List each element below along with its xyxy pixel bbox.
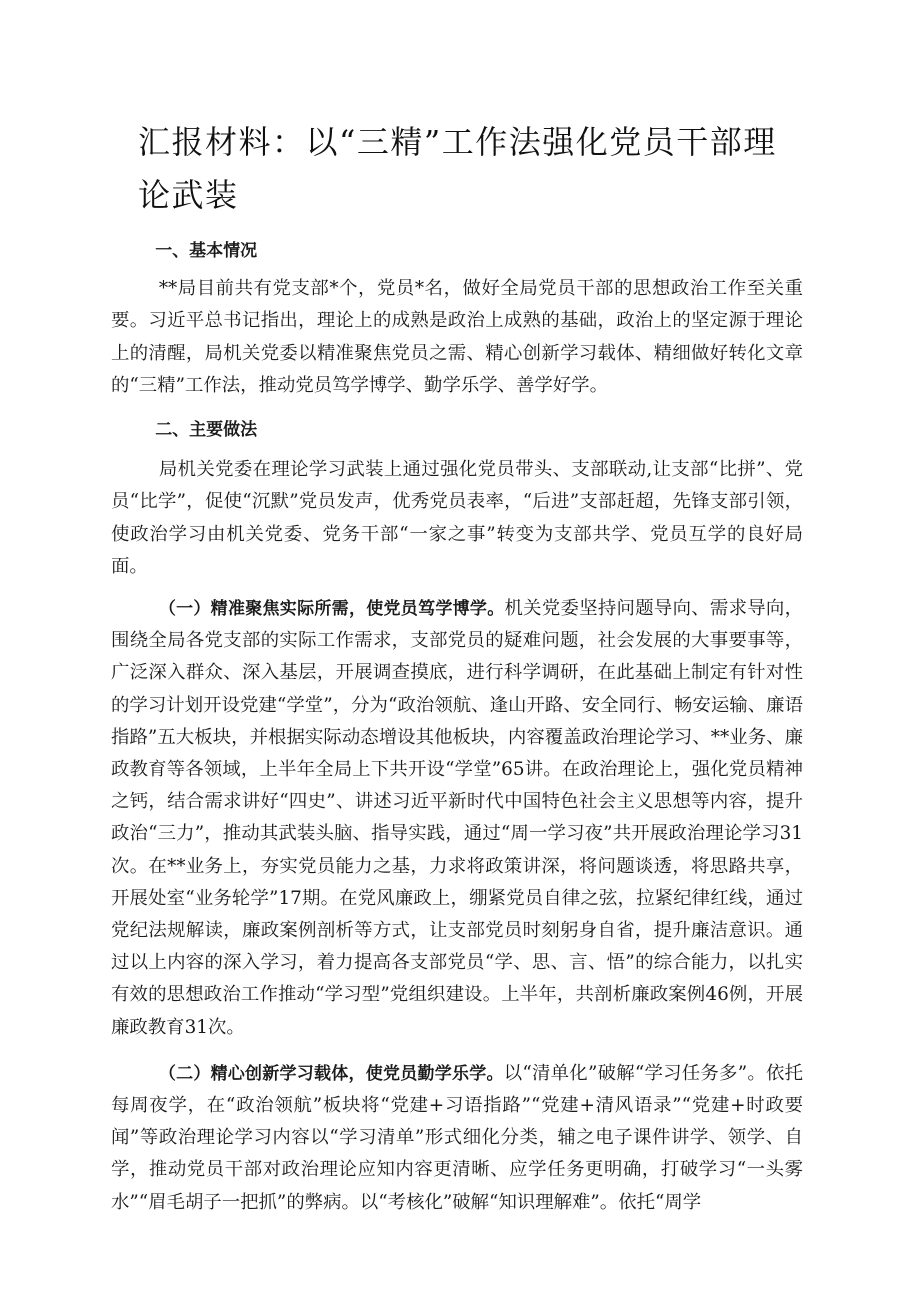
section-heading-main-practices: 二、主要做法: [155, 420, 258, 441]
paragraph-innovative-carriers: [111, 1058, 803, 1219]
paragraph-precise-focus: [111, 593, 803, 1044]
paragraph-lead-innovative-carriers: （二）精心创新学习载体，使党员勤学乐学。: [158, 1063, 504, 1084]
paragraph-body-precise-focus: 机关党委坚持问题导向、需求导向，围绕全局各党支部的实际工作需求，支部党员的疑难问题，社会发展的大事要事等，广泛深入群众、深入基层，开展调查摸底，进行科学调研，在此基础上制定有针对性的学习计划开设党建“学堂”，分为“政治领航、逢山开路、安全同行、畅安运输、廉语指路”五大板块，并根据实际动态增设其他板块，内容覆盖政治理论学习、**业务、廉政教育等各领域，上半年全局上下共开设“学堂”65讲。在政治理论上，强化党员精神之钙，结合需求讲好“四史”、讲述习近平新时代中国特色社会主义思想等内容，提升政治“三力”，推动其武装头脑、指导实践，通过“周一学习夜”共开展政治理论学习31次。在**业务上，夯实党员能力之基，力求将政策讲深，将问题谈透，将思路共享，开展处室“业务轮学”17期。在党风廉政上，绷紧党员自律之弦，拉紧纪律红线，通过党纪法规解读，廉政案例剖析等方式，让支部党员时刻躬身自省，提升廉洁意识。通过以上内容的深入学习，着力提高各支部党员“学、思、言、悟”的综合能力，以扎实有效的思想政治工作推动“学习型”党组织建设。上半年，共剖析廉政案例46例，开展廉政教育31次。: [111, 598, 803, 1038]
paragraph-main-practices-intro: 局机关党委在理论学习武装上通过强化党员带头、支部联动,让支部“比拼”、党员“比学”，促使“沉默”党员发声，优秀党员表率，“后进”支部赶超，先锋支部引领，使政治学习由机关党委、党务干部“一家之事”转变为支部共学、党员互学的良好局面。: [111, 459, 803, 577]
paragraph-lead-precise-focus: （一）精准聚焦实际所需，使党员笃学博学。: [158, 599, 505, 620]
document-title: 汇报材料：以“三精”工作法强化党员干部理论武装: [138, 123, 777, 214]
paragraph-basic-situation: **局目前共有党支部*个，党员*名，做好全局党员干部的思想政治工作至关重要。习近平总书记指出，理论上的成熟是政治上成熟的基础，政治上的坚定源于理论上的清醒，局机关党委以精准聚焦党员之需、精心创新学习载体、精细做好转化文章的“三精”工作法，推动党员笃学博学、勤学乐学、善学好学。: [111, 278, 803, 396]
paragraph-body-innovative-carriers: 以“清单化”破解“学习任务多”。依托每周夜学，在“政治领航”板块将“党建+习语指路”“党建+清风语录”“党建+时政要闻”等政治理论学习内容以“学习清单”形式细化分类，辅之电子课件讲学、领学、自学，推动党员干部对政治理论应知内容更清晰、应学任务更明确，打破学习“一头雾水”“眉毛胡子一把抓”的弊病。以“考核化”破解“知识理解难”。依托“周学: [111, 1062, 804, 1213]
section-heading-basic-situation: 一、基本情况: [155, 241, 258, 261]
document-body: [111, 235, 803, 1219]
